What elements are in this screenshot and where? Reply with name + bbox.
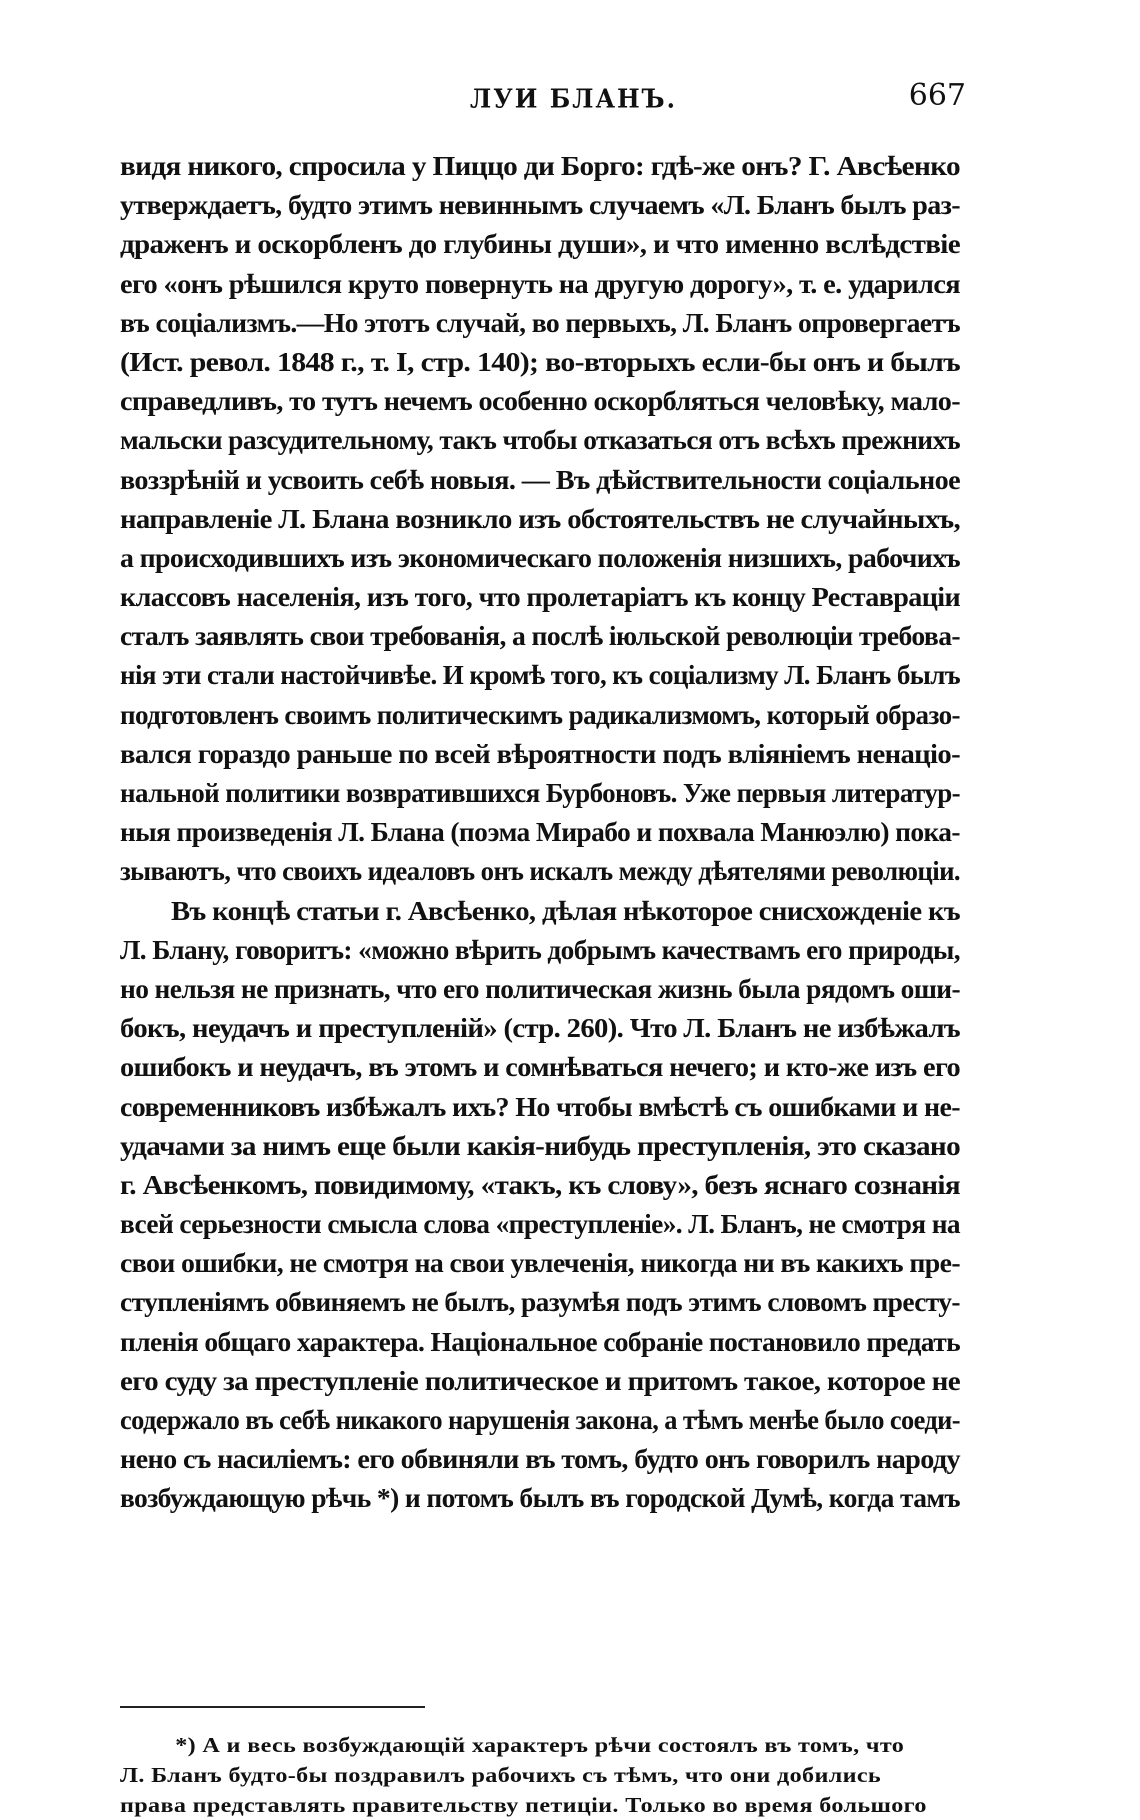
text-line: воззрѣній и усвоить себѣ новыя. — Въ дѣйствительности соціальное xyxy=(120,464,960,495)
text-line: нія эти стали настойчивѣе. И кромѣ того, къ соціализму Л. Бланъ былъ xyxy=(120,660,961,691)
text-line: всей серьезности смысла слова «преступленіе». Л. Бланъ, не смотря на xyxy=(120,1209,961,1240)
text-line: его «онъ рѣшился круто повернуть на другую дорогу», т. е. ударился xyxy=(120,268,961,299)
text-line: современниковъ избѣжалъ ихъ? Но чтобы вмѣстѣ съ ошибками и не- xyxy=(120,1091,961,1122)
text-line: нальной политики возвратившихся Бурбоновъ. Уже первыя литератур- xyxy=(120,778,961,808)
text-line: мальски разсудительному, такъ чтобы отказаться отъ всѣхъ прежнихъ xyxy=(120,425,960,456)
text-line: содержало въ себѣ никакого нарушенія закона, а тѣмъ менѣе было соеди- xyxy=(120,1405,961,1435)
text-line: бокъ, неудачъ и преступленій» (стр. 260). Что Л. Бланъ не избѣжалъ xyxy=(120,1013,961,1044)
text-line: драженъ и оскорбленъ до глубины души», и что именно вслѣдствіе xyxy=(120,229,960,260)
text-line: а происходившихъ изъ экономическаго положенія низшихъ, рабочихъ xyxy=(120,542,960,573)
text-line: удачами за нимъ еще были какія-нибудь преступленія, это сказано xyxy=(120,1130,961,1161)
text-line: ступленіямъ обвиняемъ не былъ, разумѣя подъ этимъ словомъ престу- xyxy=(120,1287,960,1318)
text-line: его суду за преступленіе политическое и притомъ такое, которое не xyxy=(120,1365,961,1396)
text-line: пленія общаго характера. Національное собраніе постановило предать xyxy=(120,1326,961,1357)
text-line: сталъ заявлять свои требованія, а послѣ іюльской революціи требова- xyxy=(120,621,961,652)
text-line: г. Авсѣенкомъ, повидимому, «такъ, къ слову», безъ яснаго сознанія xyxy=(120,1169,960,1200)
text-line: подготовленъ своимъ политическимъ радикализмомъ, который образо- xyxy=(120,699,960,730)
text-line: утверждаетъ, будто этимъ невиннымъ случаемъ «Л. Бланъ былъ раз- xyxy=(120,190,961,221)
text-line: ныя произведенія Л. Блана (поэма Мирабо и похвала Манюэлю) пока- xyxy=(120,817,960,848)
text-line: направленіе Л. Блана возникло изъ обстоятельствъ не случайныхъ, xyxy=(120,503,961,534)
footnote-line: Л. Бланъ будто-бы поздравилъ рабочихъ съ тѣмъ, что они добились xyxy=(120,1763,882,1787)
footnote-line: *) А и весь возбуждающій характеръ рѣчи состоялъ въ томъ, что xyxy=(175,1733,905,1757)
body-text xyxy=(120,147,960,1519)
text-line: ошибокъ и неудачъ, въ этомъ и сомнѣваться нечего; и кто-же изъ его xyxy=(120,1052,961,1083)
text-line: нено съ насиліемъ: его обвиняли въ томъ, будто онъ говорилъ народу xyxy=(120,1444,960,1475)
text-line: зываютъ, что своихъ идеаловъ онъ искалъ между дѣятелями революціи. xyxy=(120,856,961,887)
text-line: видя никого, спросила у Пиццо ди Борго: гдѣ-же онъ? Г. Авсѣенко xyxy=(120,151,960,181)
text-line: въ соціализмъ.—Но этотъ случай, во первыхъ, Л. Бланъ опровергаетъ xyxy=(120,307,960,338)
text-line: справедливъ, то тутъ нечемъ особенно оскорбляться человѣку, мало- xyxy=(120,386,961,417)
footnote-rule xyxy=(120,1706,425,1708)
running-title: ЛУИ БЛАНЪ. xyxy=(470,82,677,115)
text-line: (Ист. револ. 1848 г., т. I, стр. 140); во-вторыхъ если-бы онъ и былъ xyxy=(120,346,960,377)
page-header xyxy=(120,78,970,118)
footnote-line: права представлять правительству петиціи. Только во время большого xyxy=(120,1793,927,1817)
footnote xyxy=(120,1730,960,1820)
text-line: возбуждающую рѣчь *) и потомъ былъ въ городской Думѣ, когда тамъ xyxy=(120,1483,960,1514)
paragraph-first-line: Въ концѣ статьи г. Авсѣенко, дѣлая нѣкоторое снисхожденіе къ xyxy=(171,895,961,926)
text-line: классовъ населенія, изъ того, что пролетаріатъ къ концу Реставраціи xyxy=(120,582,961,613)
text-line: вался гораздо раньше по всей вѣроятности подъ вліяніемъ ненаціо- xyxy=(120,738,960,769)
text-line: но нельзя не признать, что его политическая жизнь была рядомъ оши- xyxy=(120,973,961,1004)
text-line: свои ошибки, не смотря на свои увлеченія, никогда ни въ какихъ пре- xyxy=(120,1248,960,1279)
text-line: Л. Блану, говоритъ: «можно вѣрить добрымъ качествамъ его природы, xyxy=(120,934,960,965)
page-number: 667 xyxy=(908,78,966,113)
